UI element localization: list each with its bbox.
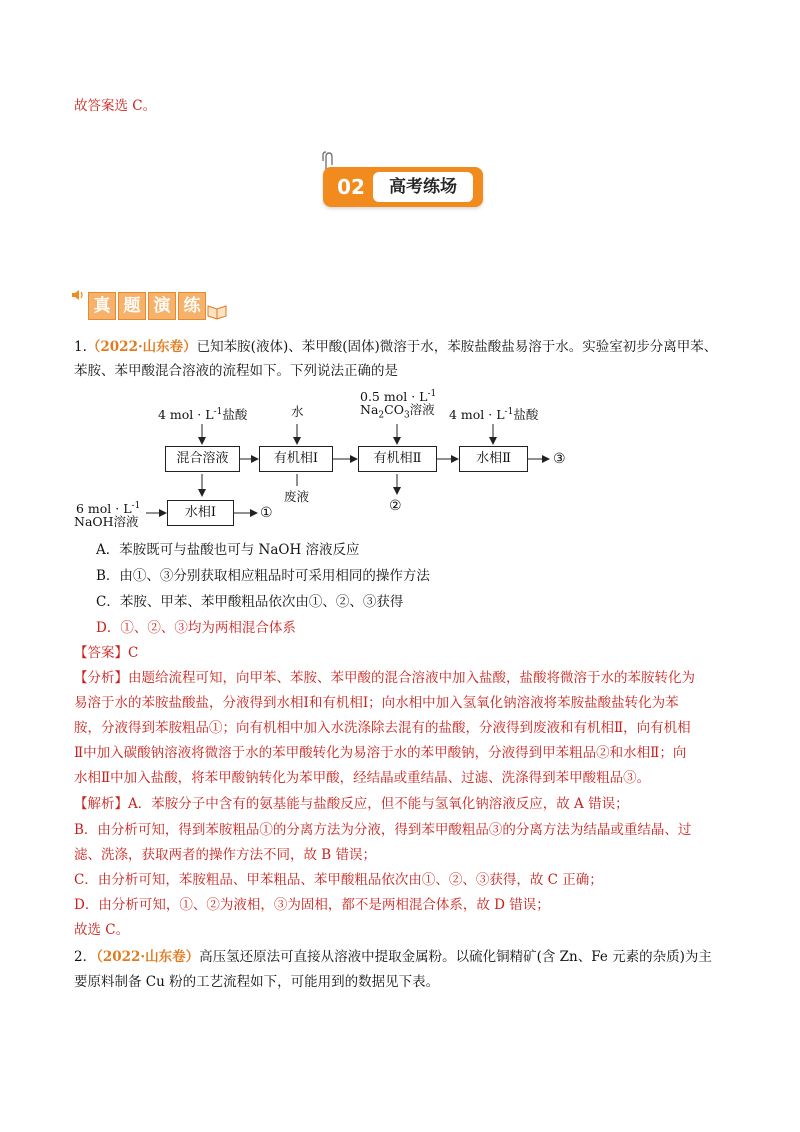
option-a: A．苯胺既可与盐酸也可与 NaOH 溶液反应 <box>96 542 360 558</box>
section-char: 练 <box>178 292 206 320</box>
option-c: C．苯胺、甲苯、苯甲酸粗品依次由①、②、③获得 <box>96 594 404 610</box>
explanation-line: D．由分析可知，①、②为液相，③为固相，都不是两相混合体系，故 D 错误； <box>74 897 550 913</box>
question-2-stem-line <box>74 944 734 970</box>
question-1-stem-line <box>74 334 734 360</box>
analysis-line: 易溶于水的苯胺盐酸盐，分液得到水相Ⅰ和有机相Ⅰ；向水相中加入氢氧化钠溶液将苯胺盐酸盐转化为苯 <box>74 695 679 711</box>
question-1-stem-line: 苯胺、苯甲酸混合溶液的流程如下。下列说法正确的是 <box>74 363 398 379</box>
box-organic-phase-2: 有机相Ⅱ <box>358 446 437 472</box>
box-aqueous-phase-2: 水相Ⅱ <box>459 446 528 472</box>
reagent-naoh-line1: 6 mol · $L^{-1}$ <box>76 501 141 517</box>
option-b: B．由①、③分别获取相应粗品时可采用相同的操作方法 <box>96 568 430 584</box>
explanation-label: 【解析】 <box>74 796 128 812</box>
analysis-line: 水相Ⅱ中加入盐酸，将苯甲酸钠转化为苯甲酸，经结晶或重结晶、过滤、洗涤得到苯甲酸粗品③。 <box>74 770 651 786</box>
question-stem: 高压氢还原法可直接从溶液中提取金属粉。以硫化铜精矿(含 Zn、Fe 元素的杂质)为主 <box>199 949 712 965</box>
section-banner <box>323 167 483 207</box>
question-source: （2022·山东卷） <box>86 339 197 355</box>
flow-diagram <box>0 380 800 530</box>
explanation-line: 故选 C。 <box>74 922 130 938</box>
box-mixed-solution: 混合溶液 <box>165 446 240 472</box>
option-d: D．①、②、③均为两相混合体系 <box>96 620 296 636</box>
question-stem: 已知苯胺(液体)、苯甲酸(固体)微溶于水，苯胺盐酸盐易溶于水。实验室初步分离甲苯、 <box>196 339 718 355</box>
analysis-label: 【分析】 <box>74 670 128 686</box>
analysis-line: 胺，分液得到苯胺粗品①；向有机相中加入水洗涤除去混有的盐酸，分液得到废液和有机相Ⅱ，向有机相 <box>74 720 691 736</box>
explanation-line: 滤、洗涤，获取两者的操作方法不同，故 B 错误； <box>74 847 377 863</box>
box-organic-phase-1: 有机相Ⅰ <box>259 446 333 472</box>
output-2: ② <box>389 498 402 514</box>
answer-value: C <box>128 645 139 661</box>
analysis-line: 【分析】由题给流程可知，向甲苯、苯胺、苯甲酸的混合溶液中加入盐酸，盐酸将微溶于水的苯胺转化为 <box>74 670 695 686</box>
output-1: ① <box>260 505 273 521</box>
section-char: 真 <box>88 292 116 320</box>
section-char: 演 <box>148 292 176 320</box>
question-source: （2022·山东卷） <box>96 949 200 965</box>
reagent-water: 水 <box>291 404 304 419</box>
reagent-naoh-line2: NaOH溶液 <box>74 514 139 529</box>
speaker-icon <box>70 288 84 302</box>
box-aqueous-phase-1: 水相Ⅰ <box>167 500 234 526</box>
output-3: ③ <box>553 451 566 467</box>
section-char: 题 <box>118 292 146 320</box>
question-number: 1. <box>74 339 87 355</box>
reagent-na2co3-line1: 0.5 mol · $L^{-1}$ <box>360 389 437 405</box>
banner-number: 02 <box>337 175 365 199</box>
reagent-hcl-1: 4 mol · $L^{-1}$盐酸 <box>158 407 248 423</box>
answer-label: 【答案】 <box>74 645 128 661</box>
book-icon <box>206 300 228 322</box>
banner-label: 高考练场 <box>373 172 473 202</box>
explanation-line: 【解析】A．苯胺分子中含有的氨基能与盐酸反应，但不能与氢氧化钠溶液反应，故 A 错误； <box>74 796 629 812</box>
previous-answer-line: 故答案选 C。 <box>74 98 157 114</box>
explanation-line: C．由分析可知，苯胺粗品、甲苯粗品、苯甲酸粗品依次由①、②、③获得，故 C 正确； <box>74 872 603 888</box>
reagent-na2co3-line2: $Na_2CO_3$溶液 <box>360 402 435 421</box>
explanation-line: B．由分析可知，得到苯胺粗品①的分离方法为分液，得到苯甲酸粗品③的分离方法为结晶或重结晶、过 <box>74 822 692 838</box>
question-2-stem-line: 要原料制备 Cu 粉的工艺流程如下，可能用到的数据见下表。 <box>74 974 440 990</box>
waste-liquid: 废液 <box>284 489 310 504</box>
analysis-line: Ⅱ中加入碳酸钠溶液将微溶于水的苯甲酸转化为易溶于水的苯甲酸钠，分液得到甲苯粗品②和水相Ⅱ；向 <box>74 745 687 761</box>
answer-line <box>74 640 734 666</box>
question-number: 2． <box>74 949 97 965</box>
reagent-hcl-2: 4 mol · $L^{-1}$盐酸 <box>449 407 539 423</box>
